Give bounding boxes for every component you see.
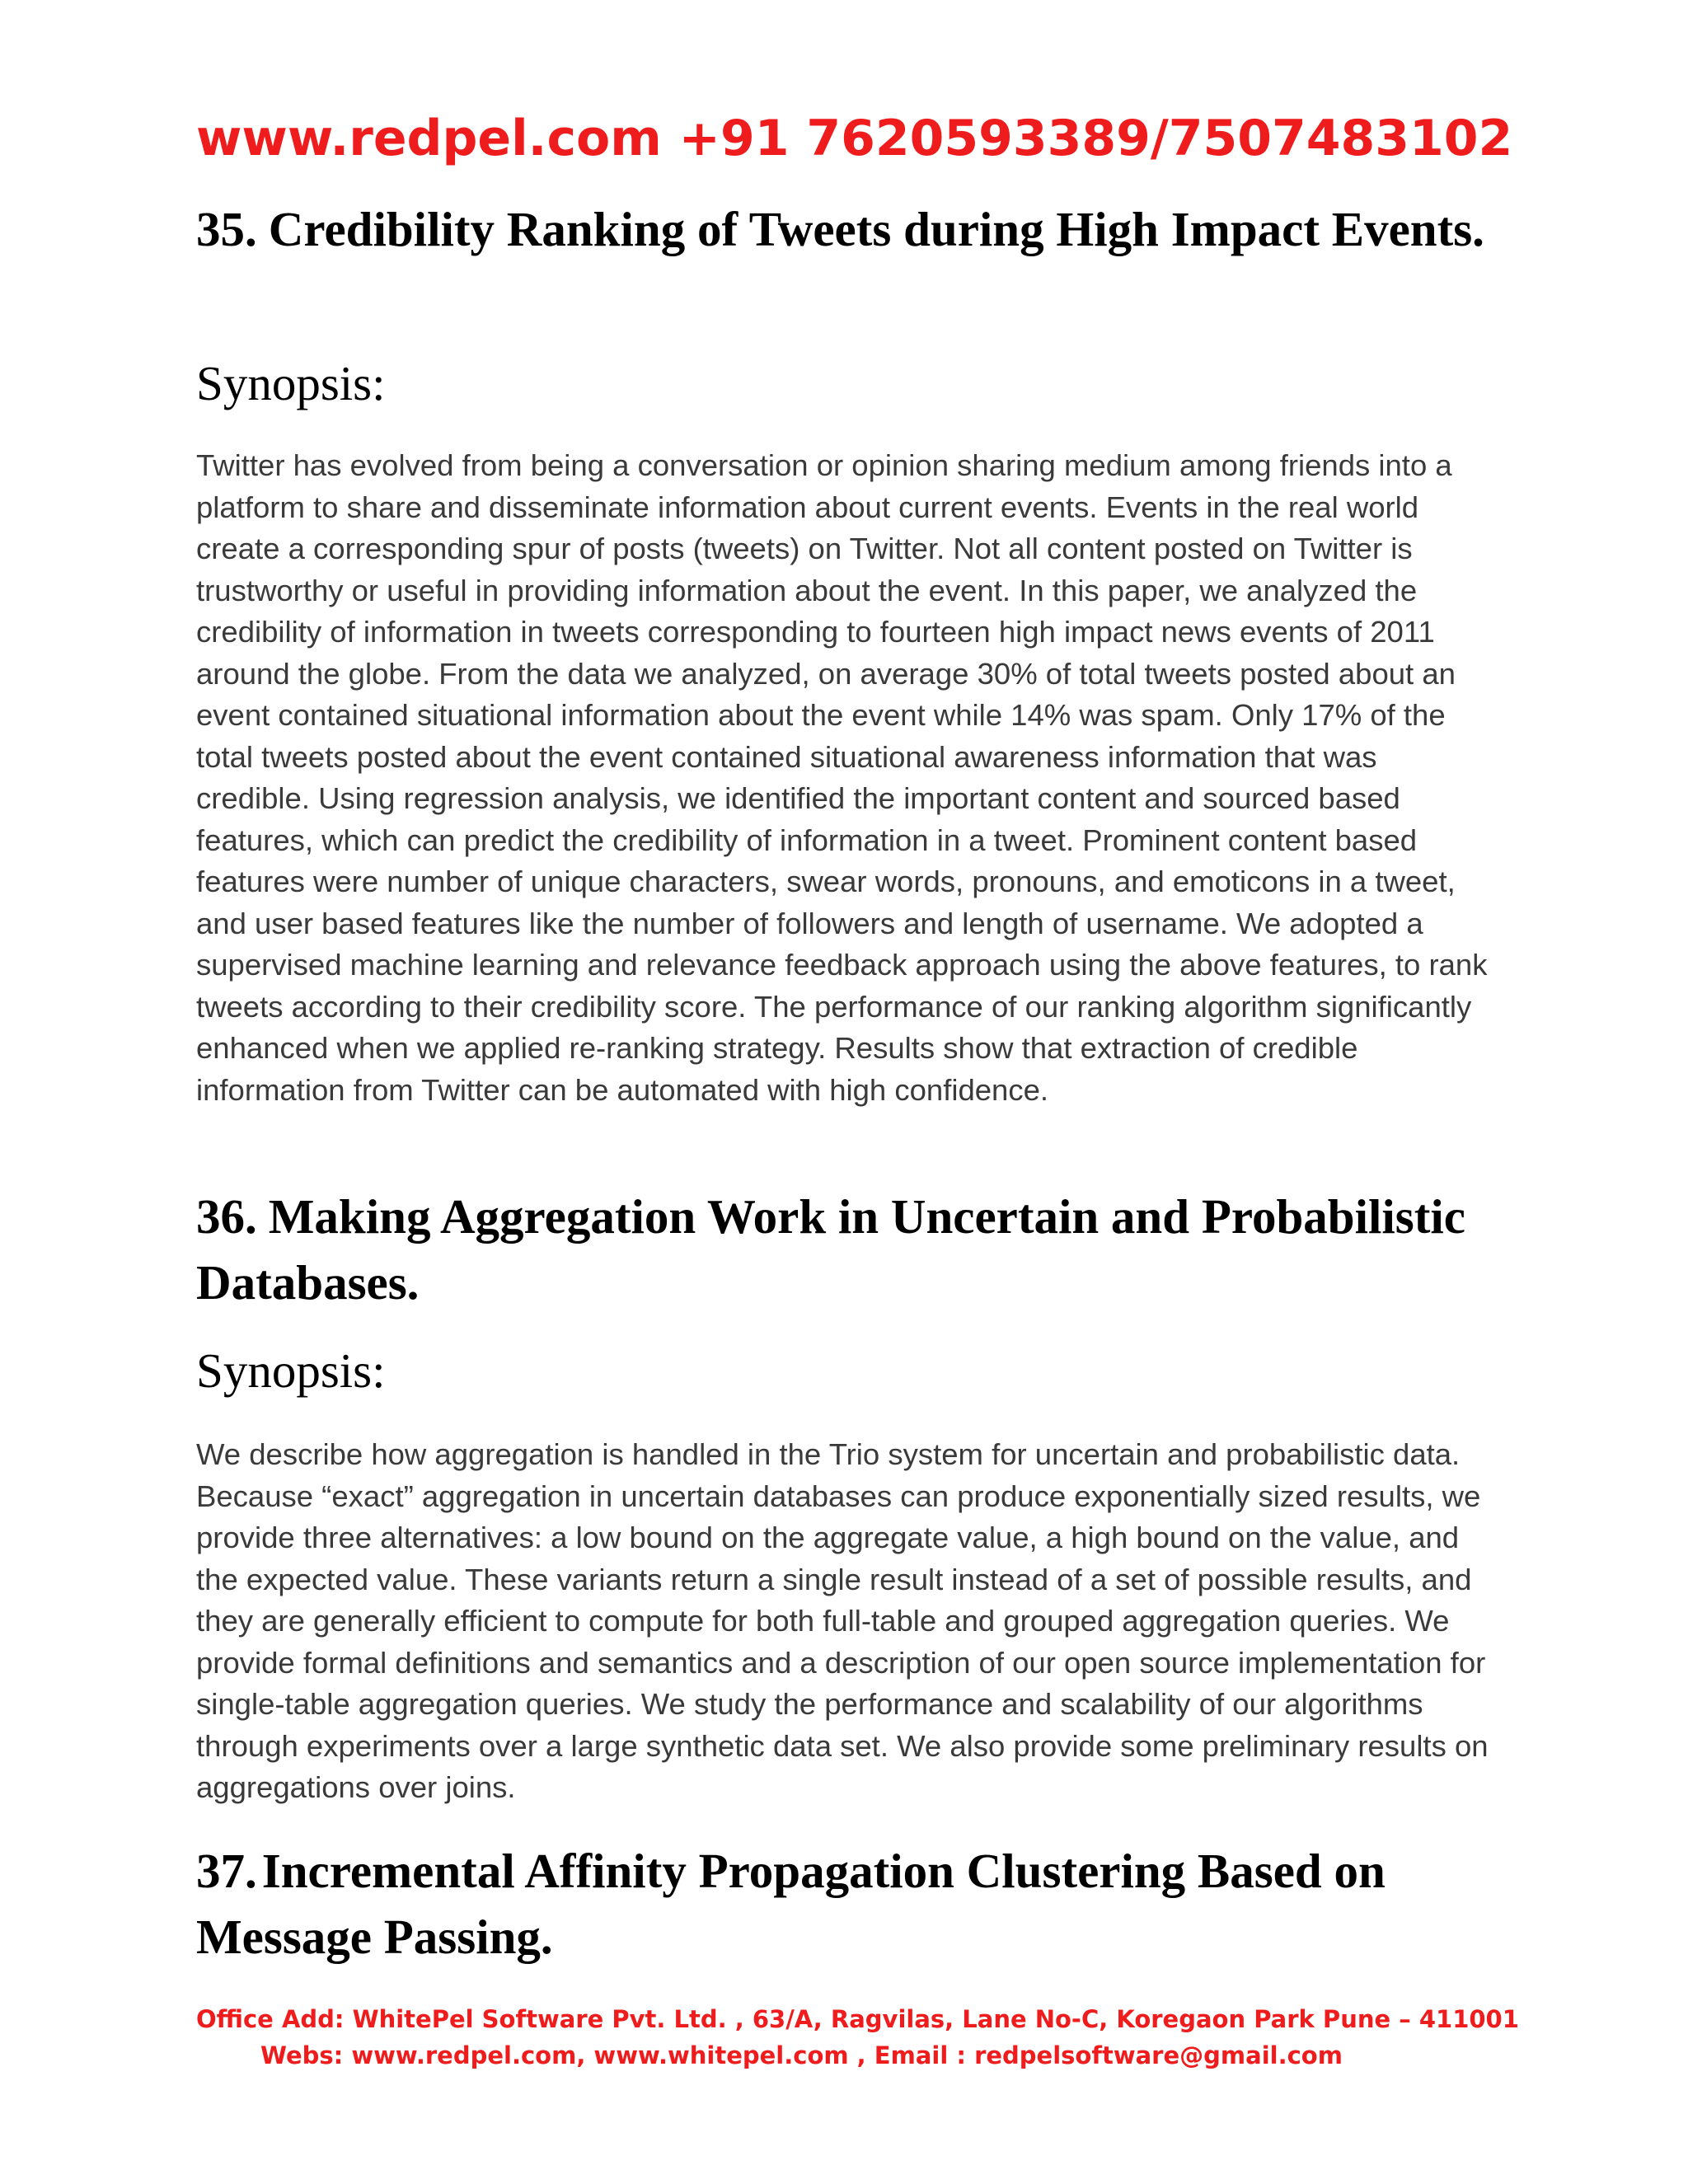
section-36-synopsis: We describe how aggregation is handled in the Trio system for uncertain and probabilistic data. Because “exact” aggregation in uncertain databases can produce exponentially sized results, we provide three alternatives: a low bound on the aggregate value, a high bound on the value, and the expected value. These variants return a single result instead of a set of possible results, and they are generally efficient to compute for both full-table and grouped aggregation queries. We provide formal definitions and semantics and a description of our open source implementation for single-table aggregation queries. We study the performance and scalability of our algorithms through experiments over a large synthetic data set. We also provide some preliminary results on aggregations over joins. — [196, 1437, 1489, 1804]
section-37-title — [196, 1838, 1548, 1970]
section-37-number: 37. — [196, 1844, 257, 1898]
section-36-number: 36. — [196, 1189, 257, 1244]
section-36-synopsis-label: Synopsis: — [196, 1343, 386, 1398]
section-35-number: 35. — [196, 202, 257, 256]
section-35-synopsis: Twitter has evolved from being a conversation or opinion sharing medium among friends into a platform to share and disseminate information about current events. Events in the real world create a corresponding spur of posts (tweets) on Twitter. Not all content posted on Twitter is trustworthy or useful in providing information about the event. In this paper, we analyzed the credibility of information in tweets corresponding to fourteen high impact news events of 2011 around the globe. From the data we analyzed, on average 30% of total tweets posted about an event contained situational information about the event while 14% was spam. Only 17% of the total tweets posted about the event contained situational awareness information that was credible. Using regression analysis, we identified the important content and sourced based features, which can predict the credibility of information in a tweet. Prominent content based features were number of unique characters, swear words, pronouns, and emoticons in a tweet, and user based features like the number of followers and length of username. We adopted a supervised machine learning and relevance feedback approach using the above features, to rank tweets according to their credibility score. The performance of our ranking algorithm significantly enhanced when we applied re-ranking strategy. Results show that extraction of credible information from Twitter can be automated with high confidence. — [196, 448, 1488, 1107]
section-35-synopsis-label: Synopsis: — [196, 356, 386, 410]
footer-office-address: Office Add: WhitePel Software Pvt. Ltd. , 63/A, Ragvilas, Lane No-C, Koregaon Park Pune – 411001 — [196, 2005, 1519, 2033]
section-35-title-text: Credibility Ranking of Tweets during High Impact Events. — [268, 202, 1484, 256]
section-37-title-text: Incremental Affinity Propagation Clustering Based on Message Passing. — [196, 1844, 1386, 1964]
header-contact-line: www.redpel.com +91 7620593389/7507483102 — [196, 110, 1513, 167]
section-36-title — [196, 1183, 1548, 1315]
footer-web-email: Webs: www.redpel.com, www.whitepel.com , Email : redpelsoftware@gmail.com — [260, 2041, 1343, 2069]
section-35-title — [196, 196, 1548, 262]
section-36-title-text: Making Aggregation Work in Uncertain and Probabilistic Databases. — [196, 1189, 1465, 1310]
